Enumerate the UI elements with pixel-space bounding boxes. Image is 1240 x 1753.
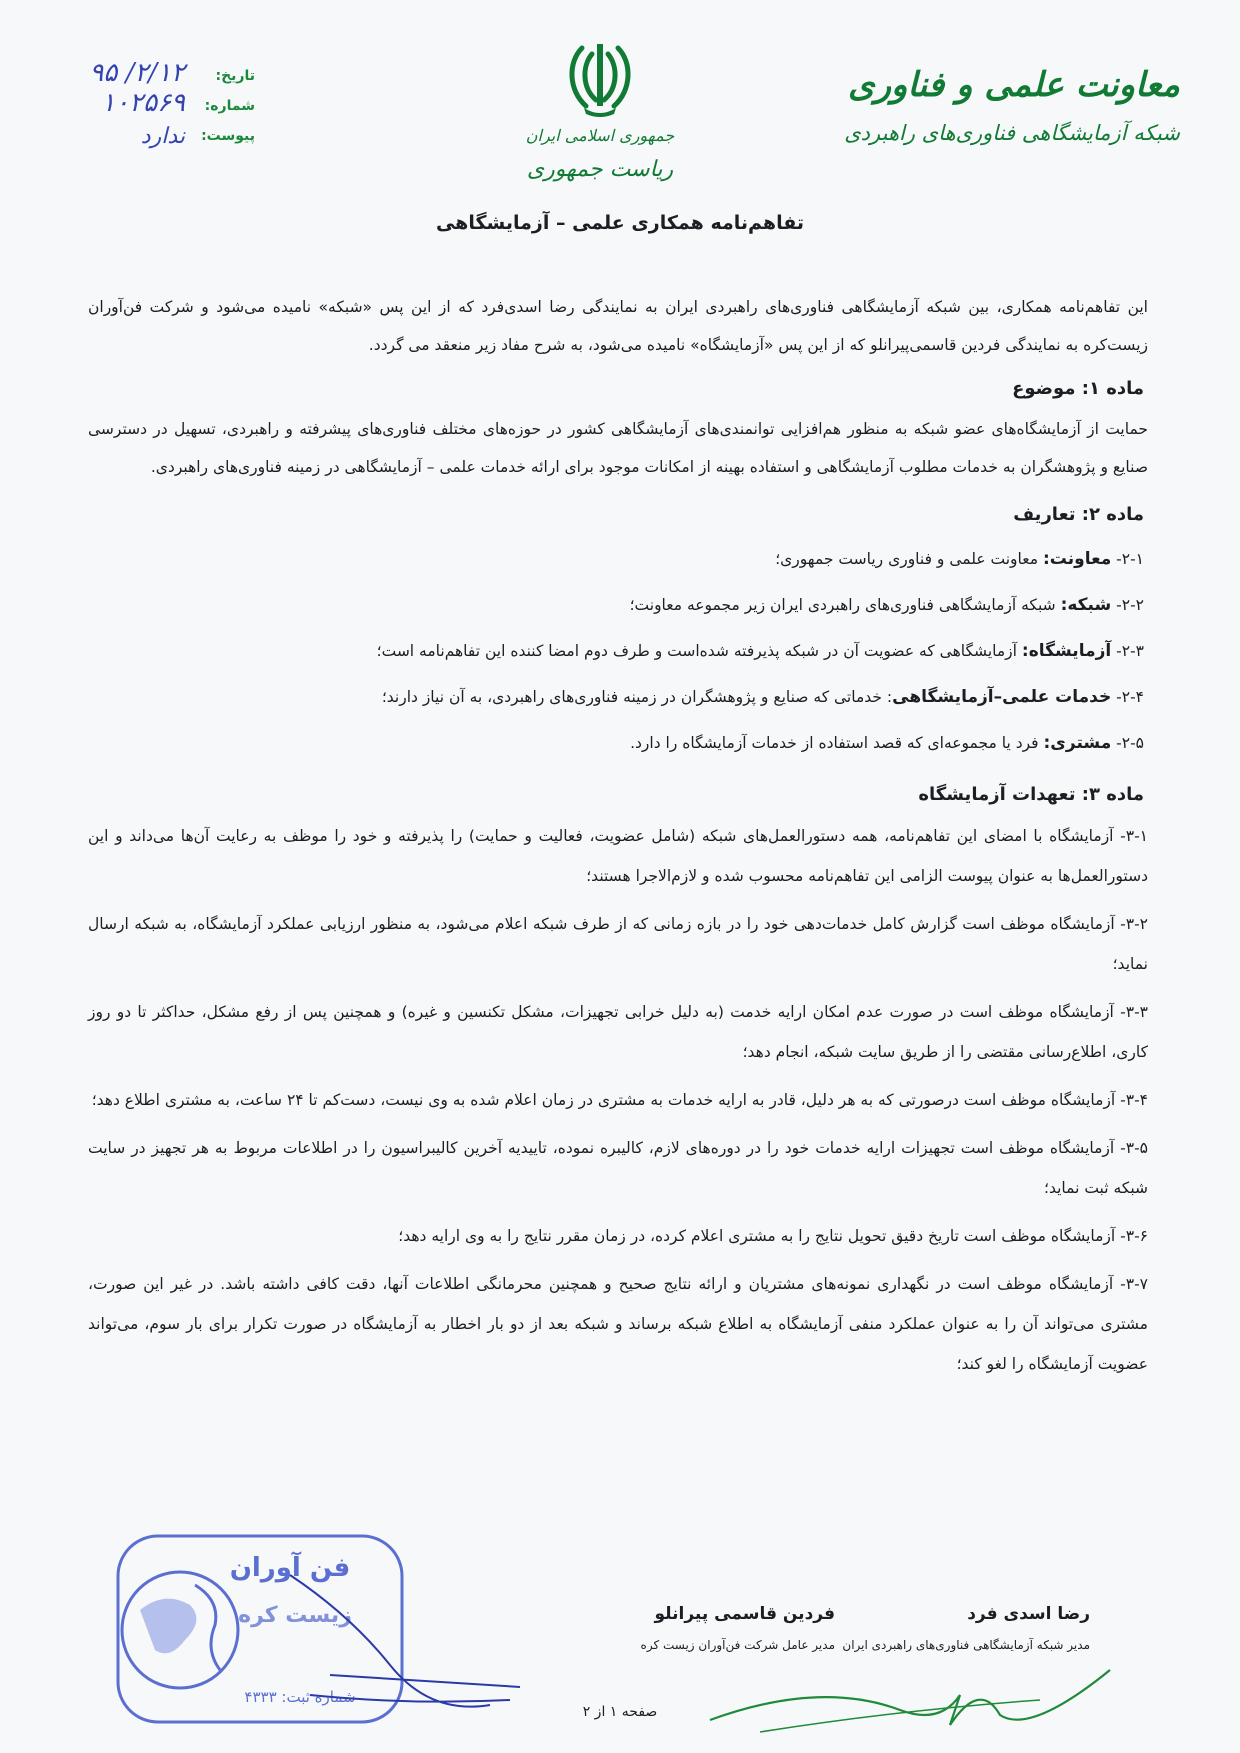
definition-term: مشتری:	[1043, 733, 1112, 753]
definition-item: ۲-۴- خدمات علمی–آزمایشگاهی: خدماتی که صنایع و پژوهشگران در زمینه فناوری‌های راهبردی، به آن نیاز دارند؛	[381, 687, 1144, 707]
document-body	[88, 288, 1148, 1392]
article-1-text: حمایت از آزمایشگاه‌های عضو شبکه به منظور هم‌افزایی توانمندی‌های آزمایشگاهی کشور در حوزه‌های مختلف فناوری‌های پیشرفته و راهبردی، تسهیل در دسترسی صنایع و پژوهشگران به خدمات مطلوب آزمایشگاهی و استفاده بهینه از امکانات موجود برای ارائه خدمات علمی – آزمایشگاهی در زمینه فناوری‌های راهبردی.	[88, 420, 1148, 476]
signatory-network-role: مدیر شبکه آزمایشگاهی فناوری‌های راهبردی ایران	[842, 1638, 1090, 1652]
stamp-text-bottom: شماره ثبت: ۴۳۳۳	[244, 1688, 356, 1706]
obligation-clause: ۳-۴- آزمایشگاه موظف است درصورتی که به هر دلیل، قادر به ارایه خدمات به مشتری در زمان اعلام شده به وی نیست، دست‌کم تا ۲۴ ساعت، به مشتری اطلاع دهد؛	[91, 1091, 1148, 1109]
document-title: تفاهم‌نامه همکاری علمی – آزمایشگاهی	[435, 212, 805, 234]
attachment-label: پیوست:	[201, 128, 255, 144]
org-subtitle: شبکه آزمایشگاهی فناوری‌های راهبردی	[844, 120, 1180, 145]
definition-item: ۲-۱- معاونت: معاونت علمی و فناوری ریاست جمهوری؛	[775, 549, 1144, 569]
number-row	[55, 88, 255, 122]
obligation-clause: ۳-۱- آزمایشگاه با امضای این تفاهم‌نامه، همه دستورالعمل‌های شبکه (شامل عضویت، فعالیت و حمایت) را پذیرفته و خود را موظف به رعایت آن‌ها می‌داند و این دستورالعمل‌ها به عنوان پیوست الزامی این تفاهم‌نامه محسوب شده و لازم‌الاجرا هستند؛	[88, 827, 1148, 885]
attachment-row	[55, 122, 255, 152]
article-2-heading: ماده ۲: تعاریف	[1013, 504, 1144, 525]
letter-metadata	[55, 58, 255, 152]
article-1-heading: ماده ۱: موضوع	[1012, 378, 1144, 399]
obligation-clause: ۳-۲- آزمایشگاه موظف است گزارش کامل خدمات‌دهی خود را در بازه زمانی که از طرف شبکه اعلام می‌شود، به منظور ارزیابی عملکرد آزمایشگاه، به شبکه ارسال نماید؛	[88, 915, 1148, 973]
obligation-clause: ۳-۳- آزمایشگاه موظف است در صورت عدم امکان ارایه خدمت (به دلیل خرابی تجهیزات، مشکل تکنسین و غیره) و همچنین پس از رفع مشکل، حداکثر تا دو روز کاری، اطلاع‌رسانی مقتضی را از طریق سایت شبکه، انجام دهد؛	[88, 1003, 1148, 1061]
stamp-text-mid: زیست کره	[238, 1603, 352, 1628]
date-label: تاریخ:	[215, 68, 255, 84]
obligation-clause: ۳-۷- آزمایشگاه موظف است در نگهداری نمونه‌های مشتریان و ارائه نتایج صحیح و همچنین محرمانگی اطلاعات آنها، دقت کافی داشته باشد. در غیر این صورت، مشتری می‌تواند آن را به عنوان عملکرد منفی آزمایشگاه به اطلاع شبکه برساند و شبکه بعد از دو بار اخطار به آزمایشگاه در صورت تکرار برای بار سوم، می‌تواند عضویت آزمایشگاه را لغو کند؛	[88, 1275, 1148, 1373]
definition-term: شبکه:	[1060, 595, 1112, 615]
definition-item: ۲-۲- شبکه: شبکه آزمایشگاهی فناوری‌های راهبردی ایران زیر مجموعه معاونت؛	[629, 595, 1144, 615]
page-number: صفحه ۱ از ۲	[582, 1704, 658, 1720]
letterhead-emblem-block	[480, 40, 720, 182]
signatory-company-role: مدیر عامل شرکت فن‌آوران زیست کره	[640, 1638, 835, 1652]
letterhead-organization	[800, 64, 1180, 145]
number-value: ۱۰۲۵۶۹	[101, 88, 185, 118]
company-handwritten-signature	[270, 1555, 530, 1715]
network-handwritten-signature	[700, 1640, 1120, 1740]
stamp-text-top: فن آوران	[229, 1553, 351, 1583]
obligation-clause: ۳-۶- آزمایشگاه موظف است تاریخ دقیق تحویل نتایج را به مشتری اعلام کرده، در زمان مقرر نتایج را به وی ارایه دهد؛	[398, 1227, 1148, 1245]
emblem-caption-republic: جمهوری اسلامی ایران	[525, 126, 675, 145]
emblem-caption-presidency: ریاست جمهوری	[526, 157, 674, 182]
definition-term: خدمات علمی–آزمایشگاهی	[892, 687, 1112, 707]
definition-item: ۲-۵- مشتری: فرد یا مجموعه‌ای که قصد استفاده از خدمات آزمایشگاه را دارد.	[630, 733, 1144, 753]
intro-paragraph: این تفاهم‌نامه همکاری، بین شبکه آزمایشگاهی فناوری‌های راهبردی ایران به نمایندگی رضا اسدی‌فرد که از این پس «شبکه» نامیده می‌شود و شرکت فن‌آوران زیست‌کره به نمایندگی فردین قاسمی‌پیرانلو که از این پس «آزمایشگاه» نامیده می‌شود، به شرح مفاد زیر منعقد می گردد.	[88, 298, 1148, 354]
obligation-clause: ۳-۵- آزمایشگاه موظف است تجهیزات ارایه خدمات خود را در دوره‌های لازم، کالیبره نموده، تاییدیه آخرین کالیبراسیون را در اطلاعات مربوط به هر تجهیز در سایت شبکه ثبت نماید؛	[88, 1139, 1148, 1197]
article-3-heading: ماده ۳: تعهدات آزمایشگاه	[918, 784, 1144, 805]
date-value: ۹۵ /۲/۱۲	[89, 58, 185, 88]
definition-term: معاونت:	[1042, 549, 1112, 569]
org-title: معاونت علمی و فناوری	[847, 65, 1180, 105]
attachment-value: ندارد	[140, 124, 185, 149]
signatory-company-name: فردین قاسمی پیرانلو	[654, 1604, 835, 1624]
signatory-network-name: رضا اسدی فرد	[967, 1604, 1090, 1624]
iran-emblem-icon	[564, 40, 636, 120]
definition-term: آزمایشگاه:	[1021, 641, 1112, 661]
definition-item: ۲-۳- آزمایشگاه: آزمایشگاهی که عضویت آن در شبکه پذیرفته شده‌است و طرف دوم امضا کننده این تفاهم‌نامه است؛	[376, 641, 1144, 661]
number-label: شماره:	[204, 98, 255, 114]
